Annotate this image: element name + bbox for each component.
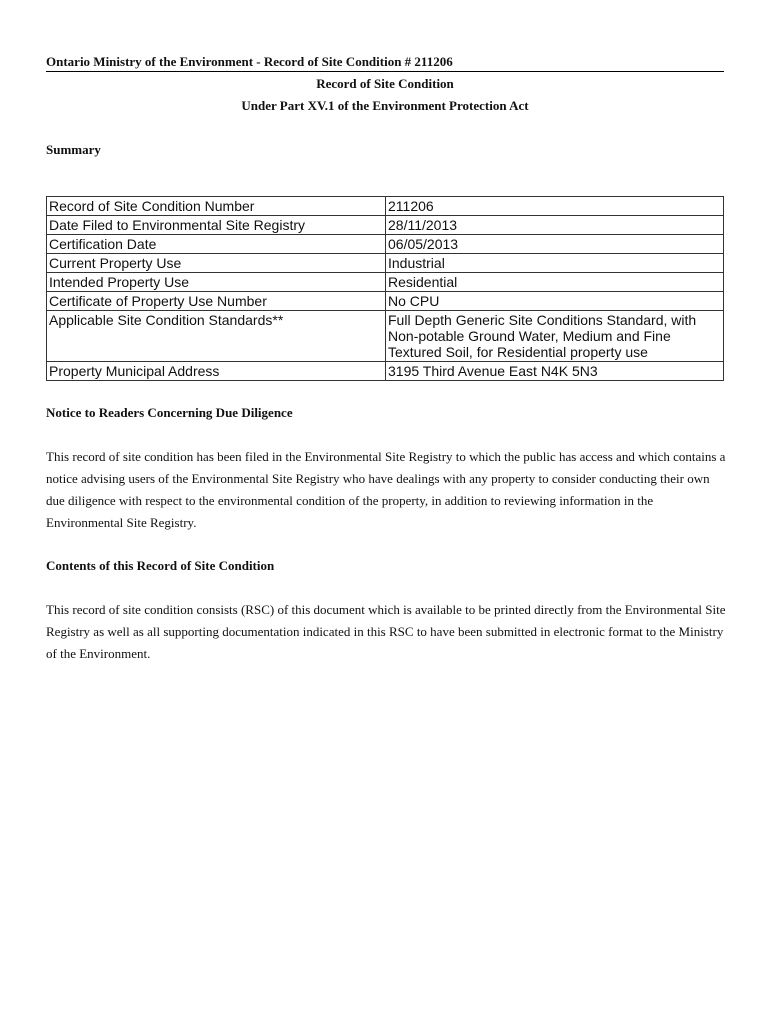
row-value: 211206 <box>386 197 724 216</box>
document-header: Ontario Ministry of the Environment - Record of Site Condition # 211206 <box>46 53 724 72</box>
table-row <box>47 254 724 273</box>
table-row <box>47 216 724 235</box>
row-label: Certification Date <box>47 235 386 254</box>
row-value: Full Depth Generic Site Conditions Standard, with Non-potable Ground Water, Medium and Fine Textured Soil, for Residential property use <box>386 311 724 362</box>
row-label: Date Filed to Environmental Site Registry <box>47 216 386 235</box>
summary-table <box>46 196 724 381</box>
row-value: Industrial <box>386 254 724 273</box>
row-label: Property Municipal Address <box>47 362 386 381</box>
row-value: No CPU <box>386 292 724 311</box>
document-subtitle: Under Part XV.1 of the Environment Protection Act <box>241 98 529 113</box>
contents-heading: Contents of this Record of Site Condition <box>46 558 275 573</box>
row-label: Certificate of Property Use Number <box>47 292 386 311</box>
row-value: 28/11/2013 <box>386 216 724 235</box>
table-row <box>47 197 724 216</box>
table-row <box>47 311 724 362</box>
row-value: 06/05/2013 <box>386 235 724 254</box>
row-label: Current Property Use <box>47 254 386 273</box>
row-label: Applicable Site Condition Standards** <box>47 311 386 362</box>
notice-paragraph: This record of site condition has been filed in the Environmental Site Registry to which the public has access and which contains a notice advising users of the Environmental Site Registry who have dealings with any property to consider conducting their own due diligence with respect to the environmental condition of the property, in addition to reviewing information in the Environmental Site Registry. <box>46 449 726 530</box>
row-value: Residential <box>386 273 724 292</box>
row-label: Intended Property Use <box>47 273 386 292</box>
contents-paragraph: This record of site condition consists (RSC) of this document which is available to be printed directly from the Environmental Site Registry as well as all supporting documentation indicated in this RSC to have been submitted in electronic format to the Ministry of the Environment. <box>46 602 726 661</box>
table-row <box>47 292 724 311</box>
table-row <box>47 235 724 254</box>
document-title: Record of Site Condition <box>316 76 454 91</box>
row-value: 3195 Third Avenue East N4K 5N3 <box>386 362 724 381</box>
row-label: Record of Site Condition Number <box>47 197 386 216</box>
table-row <box>47 362 724 381</box>
table-row <box>47 273 724 292</box>
notice-heading: Notice to Readers Concerning Due Diligence <box>46 405 293 420</box>
summary-heading: Summary <box>46 142 101 157</box>
